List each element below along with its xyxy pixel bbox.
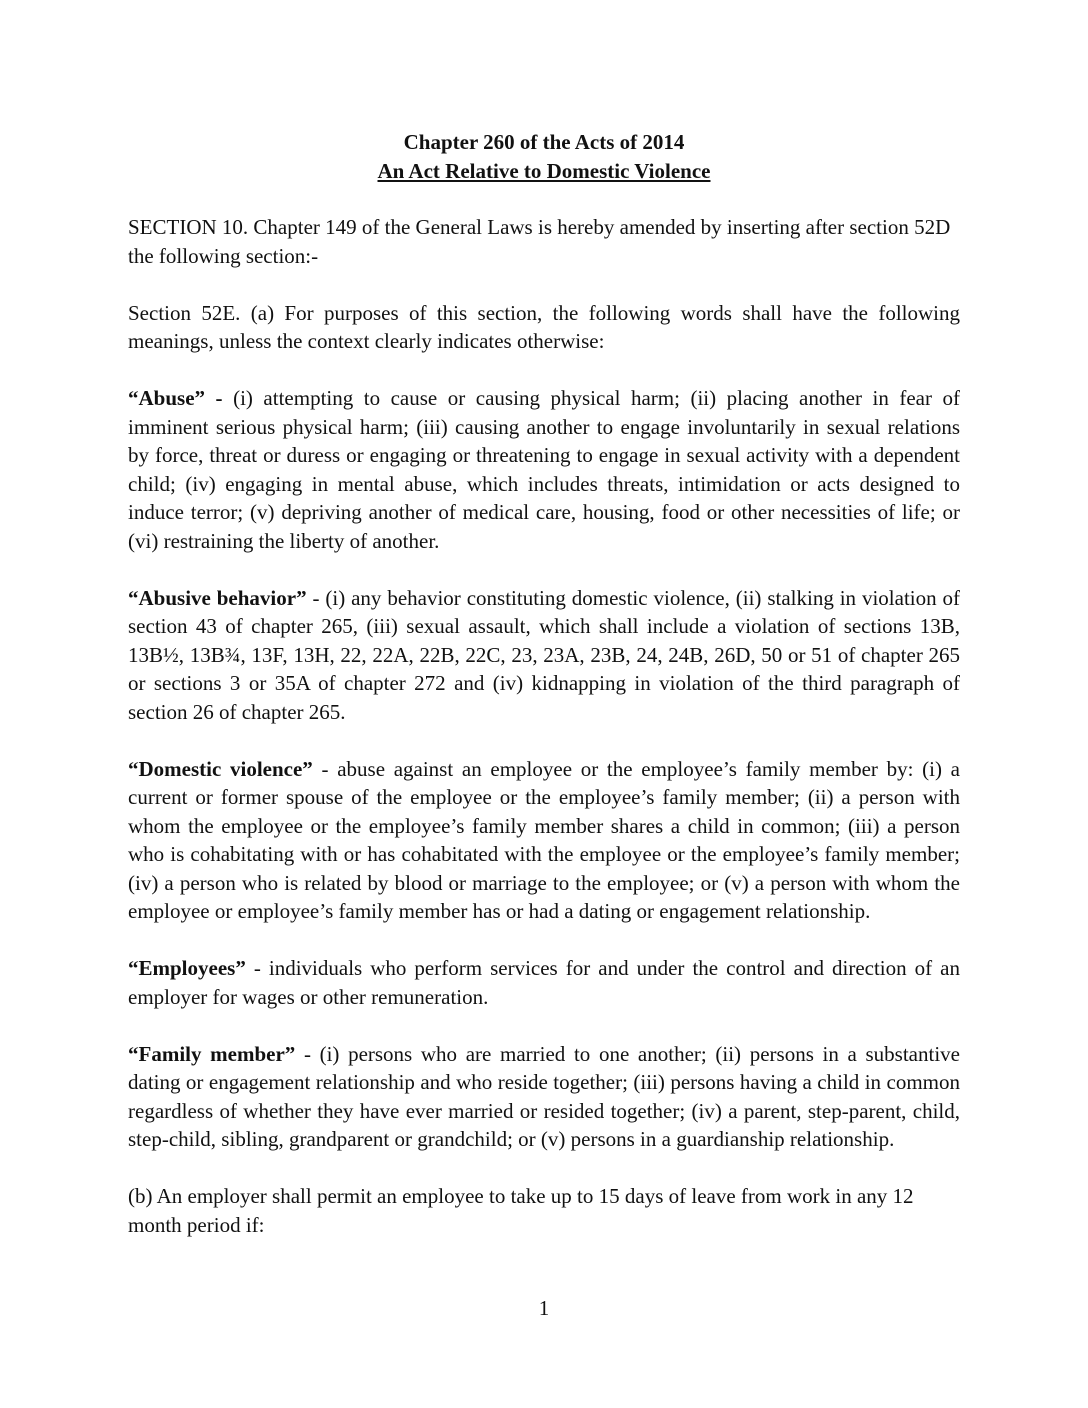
page-number: 1 — [538, 1296, 550, 1320]
definition-domestic-violence — [128, 755, 960, 926]
definition-text: (i) attempting to cause or causing physical harm; (ii) placing another in fear of imminent serious physical harm; (iii) causing another to engage involuntarily in sexual relations by force, threat or duress or engaging or threatening to engage in sexual activity with a dependent child; (iv) engaging in mental abuse, which includes threats, intimidation or acts designed to induce terror; (v) depriving another of medical care, housing, food or other necessities of life; or (vi) restraining the liberty of another. — [128, 386, 960, 553]
definition-term: “Abusive behavior” — [128, 585, 307, 610]
section-52e-intro-paragraph: Section 52E. (a) For purposes of this section, the following words shall have the following meanings, unless the context clearly indicates otherwise: — [128, 300, 960, 353]
document-page — [128, 128, 960, 1268]
definition-text: - individuals who perform services for and under the control and direction of an employer for wages or other remuneration. — [128, 956, 960, 1009]
subsection-b-paragraph: (b) An employer shall permit an employee to take up to 15 days of leave from work in any 12 month period if: — [128, 1184, 914, 1237]
document-title: Chapter 260 of the Acts of 2014 — [403, 130, 685, 154]
definition-abuse — [128, 384, 960, 555]
definition-text: - (i) persons who are married to one another; (ii) persons in a substantive dating or engagement relationship and who reside together; (iii) persons having a child in common regardless of whether they have ever married or resided together; (iv) a parent, step-parent, child, step-child, sibling, grandparent or grandchild; or (v) persons in a guardianship relationship. — [128, 1041, 960, 1151]
definition-term: “Domestic violence” — [128, 756, 313, 781]
document-subtitle: An Act Relative to Domestic Violence — [377, 158, 711, 183]
definition-text: - (i) any behavior constituting domestic violence, (ii) stalking in violation of section 43 of chapter 265, (iii) sexual assault, which shall include a violation of sections 13B, 13B½, 13B¾, 13F, 13H, 22, 22A, 22B, 22C, 23, 23A, 23B, 24, 24B, 26D, 50 or 51 of chapter 265 or sections 3 or 35A of chapter 272 and (iv) kidnapping in violation of the third paragraph of section 26 of chapter 265. — [128, 585, 961, 724]
definition-text: - abuse against an employee or the employee’s family member by: (i) a current or former spouse of the employee or the employee’s family member; (ii) a person with whom the employee or the employee’s family member shares a child in common; (iii) a person who is cohabitating with or has cohabitated with the employee or the employee’s family member; (iv) a person who is related by blood or marriage to the employee; or (v) a person with whom the employee or employee’s family member has or had a dating or engagement relationship. — [128, 756, 960, 923]
section-10-paragraph: SECTION 10. Chapter 149 of the General Laws is hereby amended by inserting after section 52D the following section:- — [128, 215, 951, 268]
definition-term: “Family member” — [128, 1041, 296, 1066]
title-block — [128, 128, 960, 185]
definition-term: “Employees” — [128, 956, 246, 980]
definition-employees — [128, 954, 960, 1011]
definition-term: “Abuse” - — [128, 386, 223, 410]
definition-family-member — [128, 1040, 960, 1154]
definition-abusive-behavior — [128, 584, 960, 727]
